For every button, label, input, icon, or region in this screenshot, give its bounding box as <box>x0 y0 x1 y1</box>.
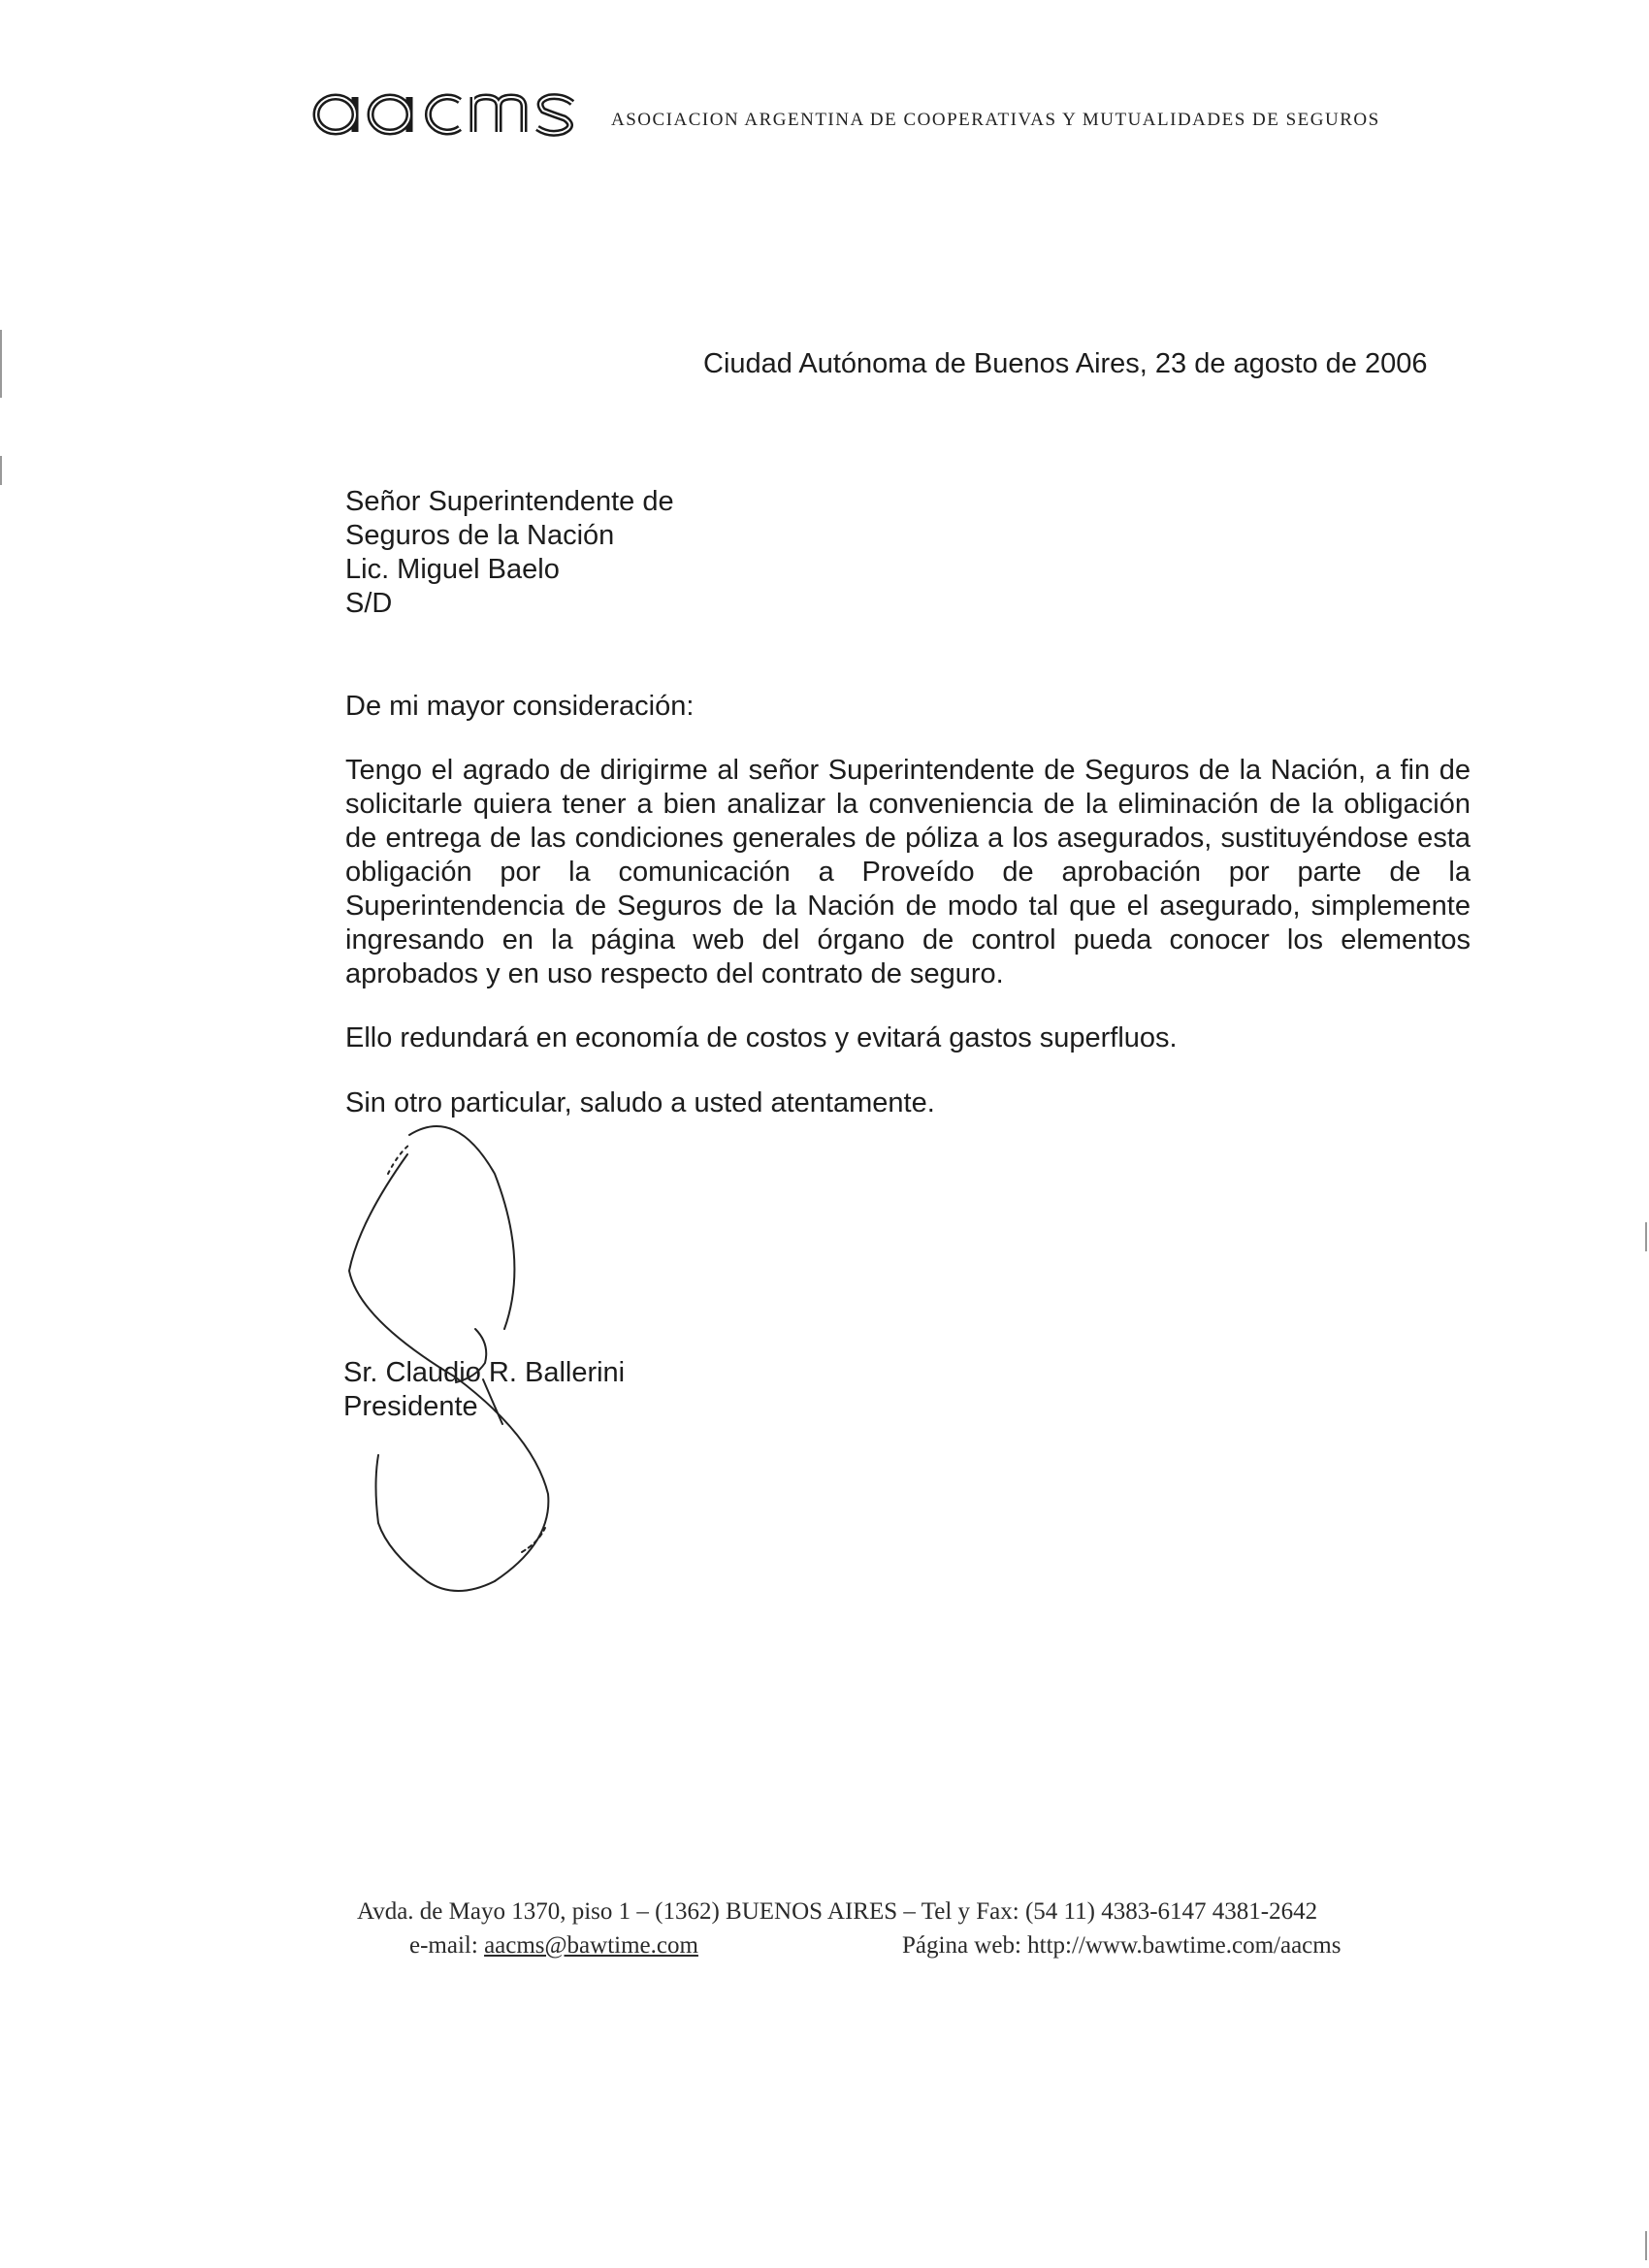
salutation: De mi mayor consideración: <box>345 691 695 722</box>
letter-date: Ciudad Autónoma de Buenos Aires, 23 de agosto de 2006 <box>703 348 1428 379</box>
footer-email-line <box>409 1932 698 1960</box>
recipient-line: Seguros de la Nación <box>345 520 615 551</box>
signer-name: Sr. Claudio R. Ballerini <box>343 1357 626 1388</box>
footer-email-link[interactable]: aacms@bawtime.com <box>484 1932 698 1959</box>
signer-title: Presidente <box>343 1391 478 1422</box>
aacms-logo <box>308 76 585 146</box>
handwritten-signature <box>320 1116 611 1601</box>
scan-edge-mark <box>1645 2231 1647 2260</box>
scan-edge-mark <box>0 456 2 485</box>
recipient-line: Lic. Miguel Baelo <box>345 554 560 585</box>
organization-name: ASOCIACION ARGENTINA DE COOPERATIVAS Y MUTUALIDADES DE SEGUROS <box>611 110 1380 130</box>
footer-email-label: e-mail: <box>409 1932 485 1959</box>
footer-address: Avda. de Mayo 1370, piso 1 – (1362) BUENOS AIRES – Tel y Fax: (54 11) 4383-6147 4381-2642 <box>357 1898 1318 1925</box>
closing-greeting: Sin otro particular, saludo a usted atentamente. <box>345 1087 935 1118</box>
body-paragraph: Tengo el agrado de dirigirme al señor Superintendente de Seguros de la Nación, a fin de solicitarle quiera tener a bien analizar la conveniencia de la eliminación de la obligación de entrega de las condiciones generales de póliza a los asegurados, sustituyéndose esta obligación por la comunicación a Proveído de aprobación por parte de la Superintendencia de Seguros de la Nación de modo tal que el asegurado, simplemente ingresando en la página web del órgano de control pueda conocer los elementos aprobados y en uso respecto del contrato de seguro. <box>345 755 1471 989</box>
recipient-line: Señor Superintendente de <box>345 486 674 517</box>
scan-edge-mark <box>1645 1222 1647 1251</box>
footer-web: Página web: http://www.bawtime.com/aacms <box>902 1932 1342 1959</box>
recipient-block <box>345 485 674 621</box>
recipient-line: S/D <box>345 588 393 619</box>
closing-paragraph: Ello redundará en economía de costos y evitará gastos superfluos. <box>345 1022 1178 1053</box>
scan-edge-mark <box>0 330 2 398</box>
